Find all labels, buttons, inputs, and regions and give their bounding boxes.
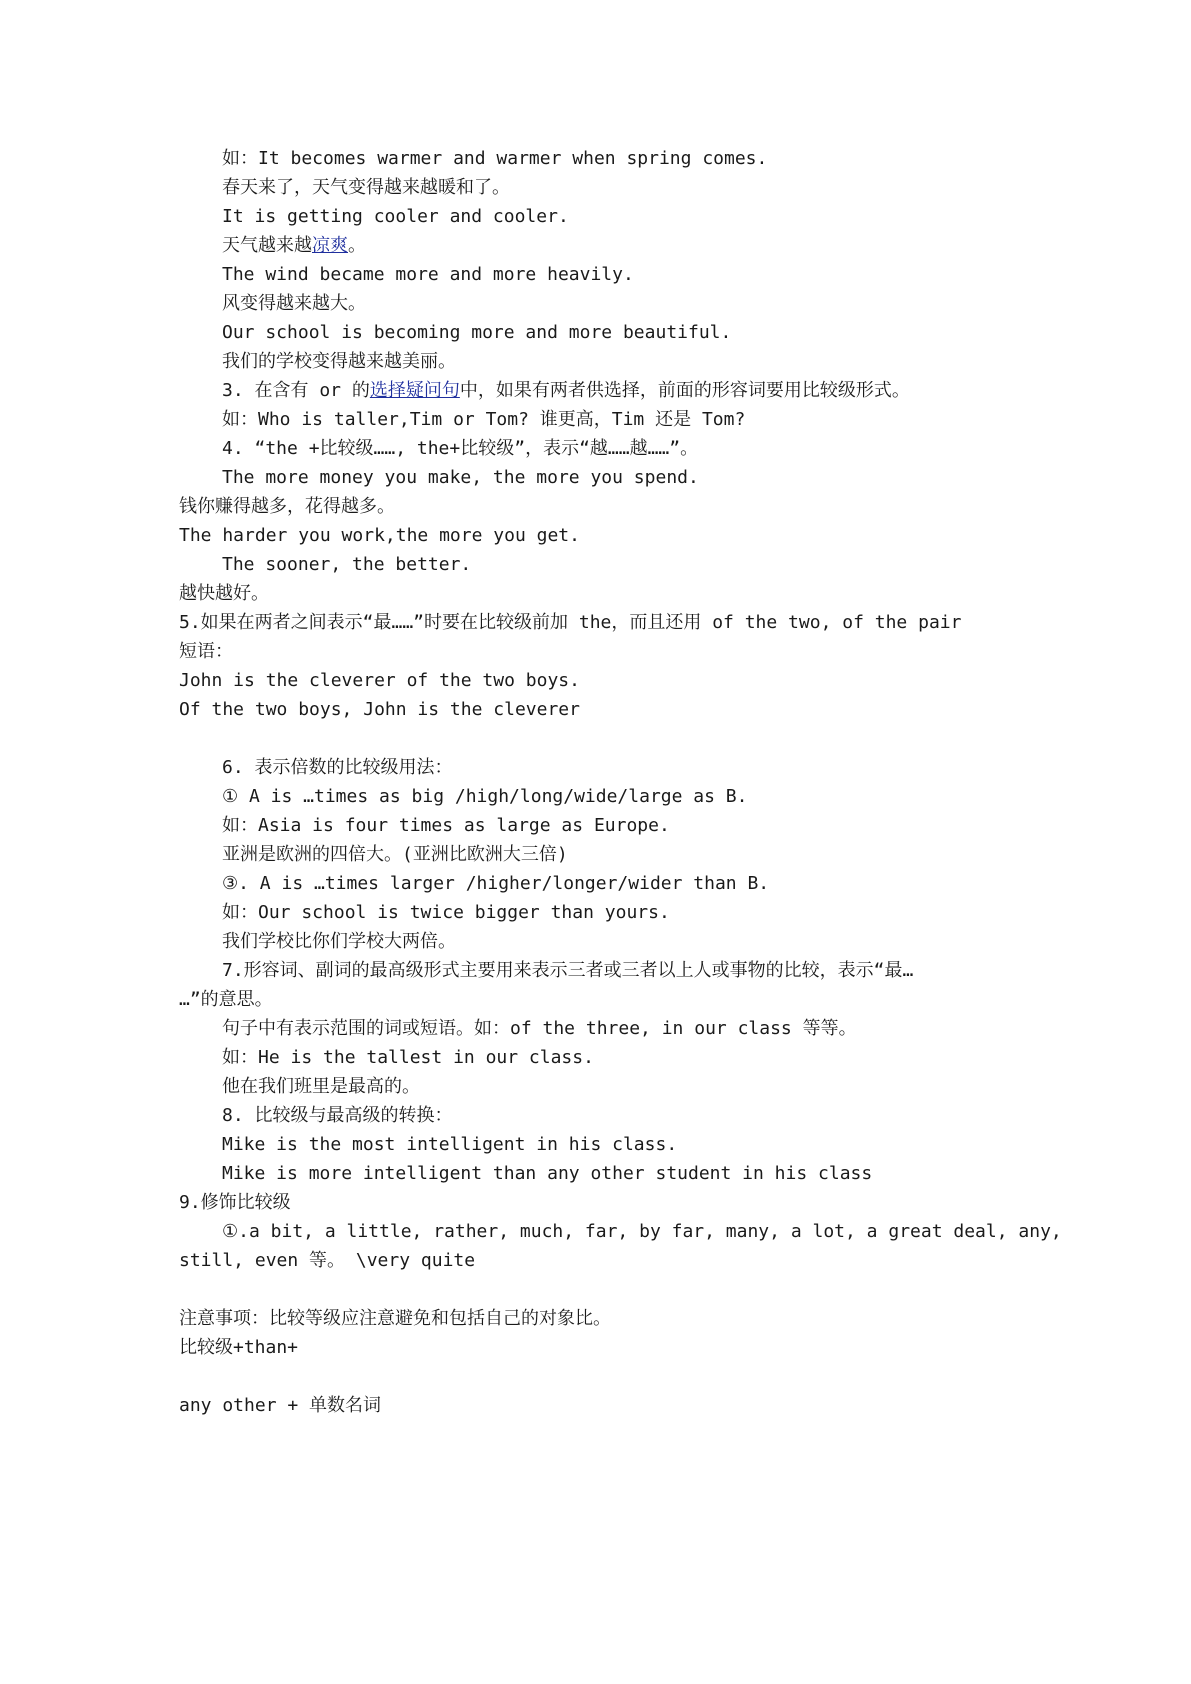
example-translation: 我们的学校变得越来越美丽。: [222, 351, 456, 372]
rule-3: [222, 379, 910, 403]
note-pattern: any other + 单数名词: [179, 1395, 382, 1416]
example-sentence: 如：It becomes warmer and warmer when spring comes.: [222, 148, 768, 169]
example-translation: 亚洲是欧洲的四倍大。(亚洲比欧洲大三倍): [222, 844, 568, 865]
example-sentence: 如：He is the tallest in our class.: [222, 1047, 594, 1068]
example-translation: 越快越好。: [179, 583, 269, 604]
modifier-list-continued: still, even 等。 \very quite: [179, 1250, 476, 1271]
example-sentence: The more money you make, the more you spend.: [222, 467, 699, 488]
note-pattern: 比较级+than+: [179, 1337, 299, 1358]
example-sentence: 如：Asia is four times as large as Europe.: [222, 815, 670, 836]
example-sentence: The wind became more and more heavily.: [222, 264, 634, 285]
example-sentence: Our school is becoming more and more beautiful.: [222, 322, 732, 343]
text-segment: 3. 在含有 or 的: [222, 380, 370, 401]
hyperlink-liangshuang[interactable]: 凉爽: [312, 235, 348, 256]
example-translation: 我们学校比你们学校大两倍。: [222, 931, 456, 952]
modifier-list: ①.a bit, a little, rather, much, far, by far, many, a lot, a great deal, any,: [222, 1221, 1062, 1242]
note-heading: 注意事项：比较等级应注意避免和包括自己的对象比。: [179, 1308, 611, 1329]
example-sentence: It is getting cooler and cooler.: [222, 206, 569, 227]
text-segment: 天气越来越: [222, 235, 312, 256]
text-segment: 中，如果有两者供选择，前面的形容词要用比较级形式。: [459, 380, 910, 401]
rule-5-continued: 短语：: [179, 641, 233, 662]
example-translation: 钱你赚得越多，花得越多。: [179, 496, 395, 517]
rule-9: 9.修饰比较级: [179, 1192, 291, 1213]
rule-7-note: 句子中有表示范围的词或短语。如：of the three, in our class 等等。: [222, 1018, 857, 1039]
example-sentence: Of the two boys, John is the cleverer: [179, 699, 580, 720]
rule-7-continued: …”的意思。: [179, 989, 273, 1010]
example-sentence: 如：Our school is twice bigger than yours.: [222, 902, 670, 923]
example-translation: 他在我们班里是最高的。: [222, 1076, 420, 1097]
rule-4: 4. “the +比较级……, the+比较级”，表示“越……越……”。: [222, 438, 699, 459]
pattern-3: ③. A is …times larger /higher/longer/wider than B.: [222, 873, 770, 894]
rule-5: 5.如果在两者之间表示“最……”时要在比较级前加 the，而且还用 of the two, of the pair: [179, 612, 962, 633]
text-segment: 。: [348, 235, 366, 256]
example-sentence: Mike is the most intelligent in his class.: [222, 1134, 678, 1155]
example-sentence: John is the cleverer of the two boys.: [179, 670, 580, 691]
example-sentence: The harder you work,the more you get.: [179, 525, 580, 546]
example-sentence: 如：Who is taller,Tim or Tom? 谁更高，Tim 还是 Tom?: [222, 409, 746, 430]
pattern-1: ① A is …times as big /high/long/wide/large as B.: [222, 786, 748, 807]
rule-6: 6. 表示倍数的比较级用法：: [222, 757, 453, 778]
example-translation: 春天来了，天气变得越来越暖和了。: [222, 177, 510, 198]
example-translation: 风变得越来越大。: [222, 293, 366, 314]
rule-7: 7.形容词、副词的最高级形式主要用来表示三者或三者以上人或事物的比较，表示“最…: [222, 960, 914, 981]
hyperlink-choice-question[interactable]: 选择疑问句: [369, 380, 460, 401]
example-translation: [222, 234, 366, 258]
example-sentence: Mike is more intelligent than any other student in his class: [222, 1163, 873, 1184]
example-sentence: The sooner, the better.: [222, 554, 472, 575]
rule-8: 8. 比较级与最高级的转换：: [222, 1105, 453, 1126]
